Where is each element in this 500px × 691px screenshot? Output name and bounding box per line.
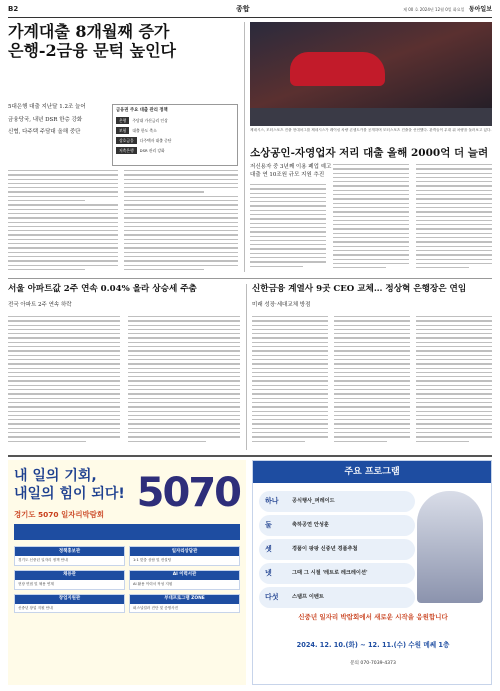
top-story-col-1 bbox=[8, 170, 118, 272]
infobox-row bbox=[116, 147, 234, 154]
infobox-row bbox=[116, 137, 234, 144]
story-4-col-3 bbox=[416, 316, 492, 448]
infobox-row bbox=[116, 117, 234, 124]
ad-cell bbox=[129, 546, 240, 566]
program-key: 셋 bbox=[265, 544, 272, 553]
story-2-headline: 소상공인-자영업자 저리 대출 올해 2000억 더 늘려 bbox=[250, 147, 489, 159]
policy-infobox bbox=[112, 104, 238, 166]
program-list bbox=[259, 488, 415, 611]
photo-caption: 제네시스, 모터스포츠 진출 현대차그룹 제네시스가 레이싱 차량 콘셉트카를 공개하며 모터스포츠 진출을 선언했다. 관객들이 무대 위 차량을 둘러보고 있다. bbox=[250, 128, 492, 132]
story-2-col-2 bbox=[333, 164, 409, 272]
page-number: B2 bbox=[8, 5, 19, 13]
program-item bbox=[259, 515, 415, 536]
ad-cell-title: 정책홍보관 bbox=[15, 547, 124, 556]
news-photo bbox=[250, 22, 492, 126]
program-item bbox=[259, 491, 415, 512]
program-text: 그때 그 시절 '레트로 레크레이션' bbox=[292, 569, 368, 576]
program-text: 스탬프 이벤트 bbox=[292, 593, 324, 600]
top-story-col-2 bbox=[124, 170, 238, 272]
story-4-col-2 bbox=[334, 316, 410, 448]
job-fair-ad bbox=[8, 460, 246, 685]
program-key: 다섯 bbox=[265, 592, 279, 601]
race-car-image bbox=[290, 52, 385, 86]
program-item bbox=[259, 539, 415, 560]
program-key: 둘 bbox=[265, 520, 272, 529]
ad-cell-title: 채용관 bbox=[15, 571, 124, 580]
infobox-row-text: DSR 관리 강화 bbox=[139, 148, 165, 154]
infobox-row-label: 저축은행 bbox=[116, 147, 137, 154]
ad-divider bbox=[8, 455, 492, 457]
section-title: 종합 bbox=[236, 5, 250, 13]
top-headline-line-1: 가계대출 8개월째 증가 bbox=[8, 22, 170, 41]
top-headline-line-2: 은행-2금융 문턱 높인다 bbox=[8, 41, 177, 61]
story-4-sub: 미래 성장·세대교체 방점 bbox=[252, 302, 311, 308]
program-slogan: 신중년 일자리 박람회에서 새로운 시작을 응원합니다 bbox=[298, 613, 448, 621]
top-sub-1: 5대은행 대출 지난달 1.2조 늘어 bbox=[8, 104, 86, 110]
ad-tagline-2: 내일의 힘이 되다! bbox=[14, 485, 125, 502]
story-2-col-1 bbox=[250, 184, 326, 272]
issue-date: 제 00 호 2024년 12월 0일 화요일 bbox=[403, 7, 465, 12]
masthead bbox=[8, 2, 492, 18]
top-subheads bbox=[8, 104, 108, 137]
program-ad-title: 주요 프로그램 bbox=[253, 461, 491, 483]
infobox-row-label: 은행 bbox=[116, 117, 129, 124]
infobox-row bbox=[116, 127, 234, 134]
infobox-row-text: 주담대 가산금리 인상 bbox=[132, 117, 168, 123]
story-3-sub: 전국 아파트 2주 연속 하락 bbox=[8, 302, 72, 308]
ad-cell-title: 부대프로그램 ZONE bbox=[130, 595, 239, 604]
issue-meta bbox=[403, 6, 492, 14]
ad-cell-title: AI 이력서관 bbox=[130, 571, 239, 580]
story-4-headline: 신한금융 계열사 9곳 CEO 교체… 정상혁 은행장은 연임 bbox=[252, 284, 467, 294]
infobox-row-label: 보험 bbox=[116, 127, 129, 134]
presenter-photo bbox=[417, 491, 483, 603]
program-key: 하나 bbox=[265, 496, 279, 505]
event-contact: 문의 070-7039-4373 bbox=[350, 661, 396, 666]
ad-cell-title: 창업지원관 bbox=[15, 595, 124, 604]
ad-cell bbox=[129, 594, 240, 614]
section-divider bbox=[8, 278, 492, 279]
infobox-row-text: 대출 한도 축소 bbox=[132, 127, 157, 133]
column-divider bbox=[244, 22, 245, 272]
top-sub-3: 신협, 다주택 주담대 올해 중단 bbox=[8, 129, 81, 136]
program-item bbox=[259, 587, 415, 608]
column-divider bbox=[246, 284, 247, 450]
ad-tagline bbox=[14, 468, 125, 503]
ad-cell-text: AI 활용 이력서 작성 지원 bbox=[133, 581, 173, 586]
infobox-row-text: 다주택자 대출 중단 bbox=[139, 138, 172, 144]
paper-logo: 동아일보 bbox=[468, 6, 492, 13]
ad-cell bbox=[14, 570, 125, 590]
ad-cell bbox=[14, 594, 125, 614]
infobox-title: 금융권 주요 대출 관리 정책 bbox=[116, 108, 168, 113]
ad-cell-grid bbox=[14, 546, 240, 613]
program-key: 넷 bbox=[265, 568, 272, 577]
ad-cell-text: 신중년 창업 지원 안내 bbox=[18, 605, 53, 610]
event-date: 2024. 12. 10.(화) ~ 12. 11.(수) 수원 메쎄 1층 bbox=[296, 641, 450, 649]
story-2-sub-1: 저신용자 중 3년째 이용 폐업 예고 bbox=[250, 164, 332, 170]
ad-cell-text: 1:1 맞춤 상담 및 컨설팅 bbox=[133, 557, 172, 562]
top-sub-2: 금융당국, 내년 DSR 한층 강화 bbox=[8, 116, 83, 123]
ad-cell-text: 현장 면접 및 채용 연계 bbox=[18, 581, 54, 586]
ad-cell-text: 퍼스널컬러 진단 및 증명사진 bbox=[133, 605, 179, 610]
5070-badge: 5070 bbox=[136, 470, 240, 516]
story-4-col-1 bbox=[252, 316, 328, 448]
ad-title: 경기도 5070 일자리박람회 bbox=[14, 510, 104, 519]
program-text: 공식행사_퍼레이드 bbox=[292, 497, 335, 504]
ad-tagline-1: 내 일의 기회, bbox=[14, 468, 97, 484]
story-3-col-1 bbox=[8, 316, 120, 448]
infobox-row-label: 상호금융 bbox=[116, 137, 137, 144]
story-3-col-2 bbox=[128, 316, 240, 448]
program-ad bbox=[252, 460, 492, 685]
program-item bbox=[259, 563, 415, 584]
top-headline bbox=[8, 22, 248, 60]
program-text: 축하공연 안성훈 bbox=[292, 521, 329, 528]
ad-banner-bar bbox=[14, 524, 240, 540]
ad-cell bbox=[14, 546, 125, 566]
story-3-headline: 서울 아파트값 2주 연속 0.04% 올라 상승세 주춤 bbox=[8, 284, 197, 294]
ad-cell-text: 경기도 신중년 일자리 정책 안내 bbox=[18, 557, 68, 562]
story-2-sub-2: 대출 연 10조원 규모 지원 추진 bbox=[250, 171, 325, 178]
ad-cell bbox=[129, 570, 240, 590]
program-text: 경품이 팡팡 신중년 경품추첨 bbox=[292, 545, 358, 552]
ad-cell-title: 일자리상담관 bbox=[130, 547, 239, 556]
story-2-col-3 bbox=[416, 164, 492, 272]
